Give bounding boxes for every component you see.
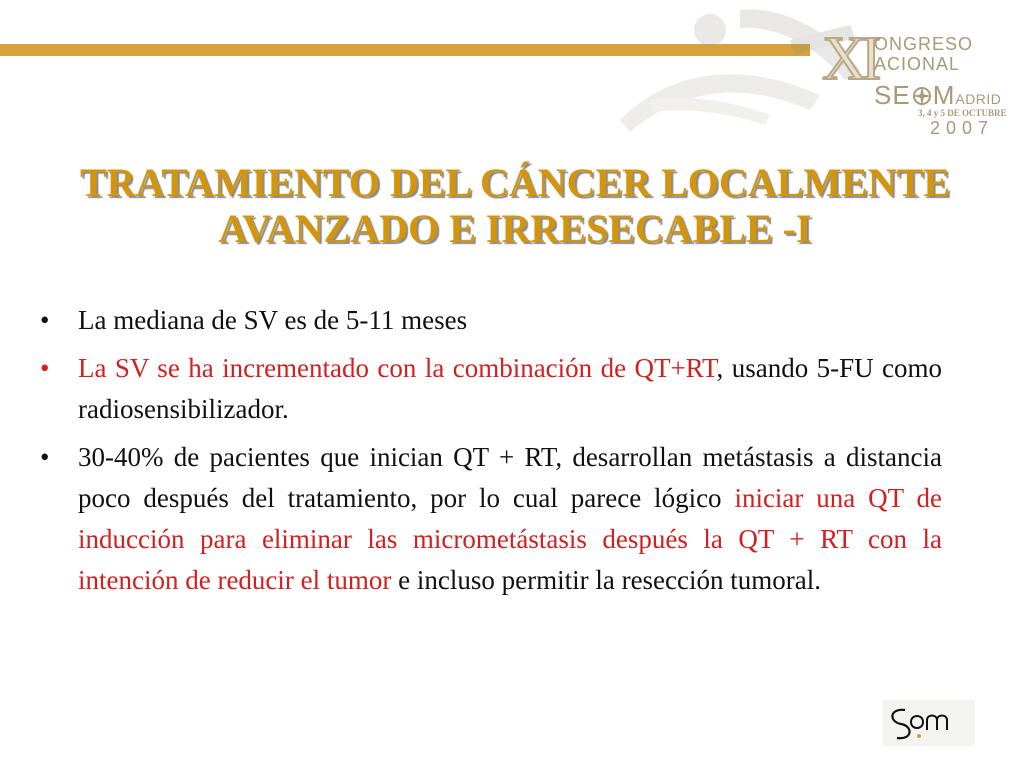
logo-roman-numeral: XI — [822, 25, 876, 93]
logo-seom-main: SE — [874, 80, 911, 110]
compass-rose-icon — [911, 85, 933, 107]
bullet-marker: • — [40, 353, 50, 383]
bullet-text: e incluso permitir la resección tumoral. — [391, 565, 821, 595]
slide-title-line-1: TRATAMIENTO DEL CÁNCER LOCALMENTE — [79, 160, 951, 205]
logo-seom-small: ADRID — [955, 91, 1002, 107]
bullet-text: 30-40% de pacientes que inician QT + RT, desarrollan metástasis a distancia poco después del tratamiento, por lo cual parece lógico — [78, 442, 942, 513]
bullet-highlight-text: La SV se ha incrementado con la combinación de QT+RT — [78, 353, 717, 383]
bullet-highlight-text: iniciar una QT de inducción para eliminar las micrometástasis después la QT + RT con la intención de reducir el tumor — [78, 483, 943, 595]
bullet-text: La mediana de SV es de 5-11 meses — [78, 305, 468, 335]
seom-signature-logo-icon — [883, 700, 975, 746]
logo-seom-tail: M — [932, 80, 956, 110]
bullet-item — [38, 348, 942, 430]
bullet-marker: • — [40, 442, 50, 472]
bullet-marker: • — [40, 305, 50, 335]
logo-date: 3, 4 y 5 DE OCTUBRE — [918, 108, 1007, 118]
logo-seom-madrid — [874, 80, 1001, 111]
bullet-item — [38, 300, 942, 341]
logo-year: 2007 — [930, 118, 995, 138]
logo-line-nacional: ACIONAL — [874, 54, 961, 74]
slide-title — [20, 160, 1010, 252]
slide-title-line-2: AVANZADO E IRRESECABLE -I — [218, 206, 812, 251]
logo-line-congreso: ONGRESO — [874, 34, 974, 54]
bullet-text: , usando 5-FU como radiosensibilizador. — [78, 353, 942, 424]
bullet-list — [38, 300, 942, 608]
congress-logo — [822, 20, 1022, 140]
bullet-item — [38, 437, 942, 601]
